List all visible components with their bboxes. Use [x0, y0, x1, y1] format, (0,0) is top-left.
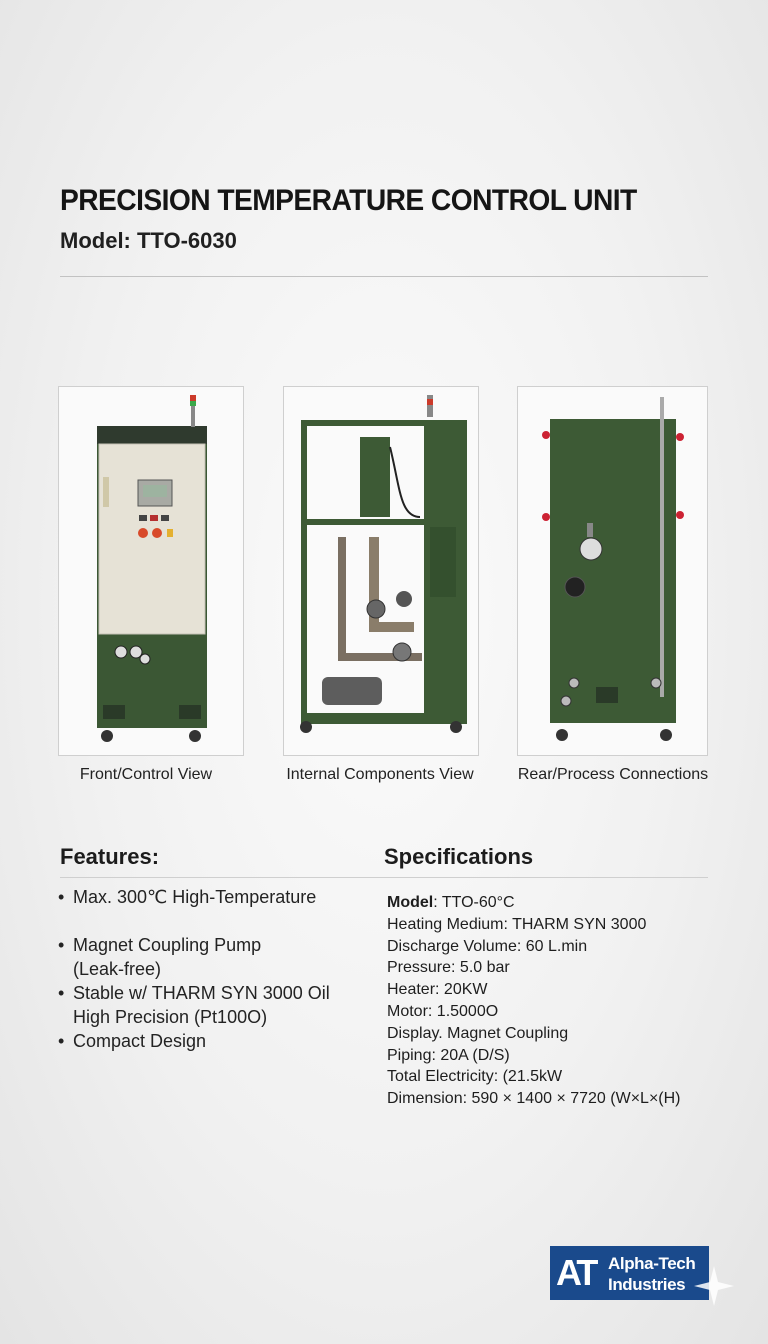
spec-row: Motor: 1.5000O: [387, 1002, 499, 1020]
bullet: •: [58, 1031, 65, 1051]
feature-item: • Compact Design: [58, 1031, 207, 1051]
feature-item: • Stable w/ THARM SYN 3000 Oil High Precision (Pt100O): [58, 983, 330, 1027]
feature-item: • Max. 300℃ High-Temperature: [58, 887, 317, 907]
internal-view-caption: Internal Components View: [286, 766, 474, 783]
logo-name-line2: Industries: [608, 1275, 686, 1294]
spec-row-model: Model: TTO-60°C: [387, 894, 515, 911]
front-view-caption: Front/Control View: [79, 766, 213, 783]
header-divider: [60, 276, 708, 277]
rear-view-image: [517, 386, 708, 756]
spec-row: Dimension: 590 × 1400 × 7720 (W×L×(H): [387, 1090, 681, 1108]
spec-row: Heating Medium: THARM SYN 3000: [387, 915, 647, 933]
company-logo: [550, 1246, 709, 1300]
spec-row: Display. Magnet Coupling: [387, 1024, 569, 1042]
front-view-image: [58, 386, 244, 756]
bullet: •: [58, 887, 65, 907]
spec-row: Piping: 20A (D/S): [387, 1046, 510, 1064]
logo-mark: AT: [556, 1252, 596, 1293]
internal-view-image: [283, 386, 479, 756]
page-title: PRECISION TEMPERATURE CONTROL UNIT: [60, 184, 637, 217]
spec-row: Pressure: 5.0 bar: [387, 959, 510, 977]
spec-row: Discharge Volume: 60 L.min: [387, 937, 588, 955]
rear-view-caption: Rear/Process Connections: [517, 766, 709, 783]
model-subtitle: Model: TTO-6030: [60, 228, 237, 253]
features-heading: Features:: [60, 844, 160, 869]
specifications-list: [387, 892, 681, 1110]
bullet: •: [58, 983, 65, 1003]
spec-row: Heater: 20KW: [387, 981, 488, 999]
logo-name-line1: Alpha-Tech: [608, 1254, 696, 1273]
spec-row: Total Electricity: (21.5kW: [387, 1068, 563, 1086]
feature-item: • Magnet Coupling Pump (Leak-free): [58, 935, 262, 979]
specifications-heading: Specifications: [384, 844, 534, 869]
section-divider: [60, 877, 708, 878]
sparkle-icon: [694, 1266, 734, 1306]
bullet: •: [58, 935, 65, 955]
